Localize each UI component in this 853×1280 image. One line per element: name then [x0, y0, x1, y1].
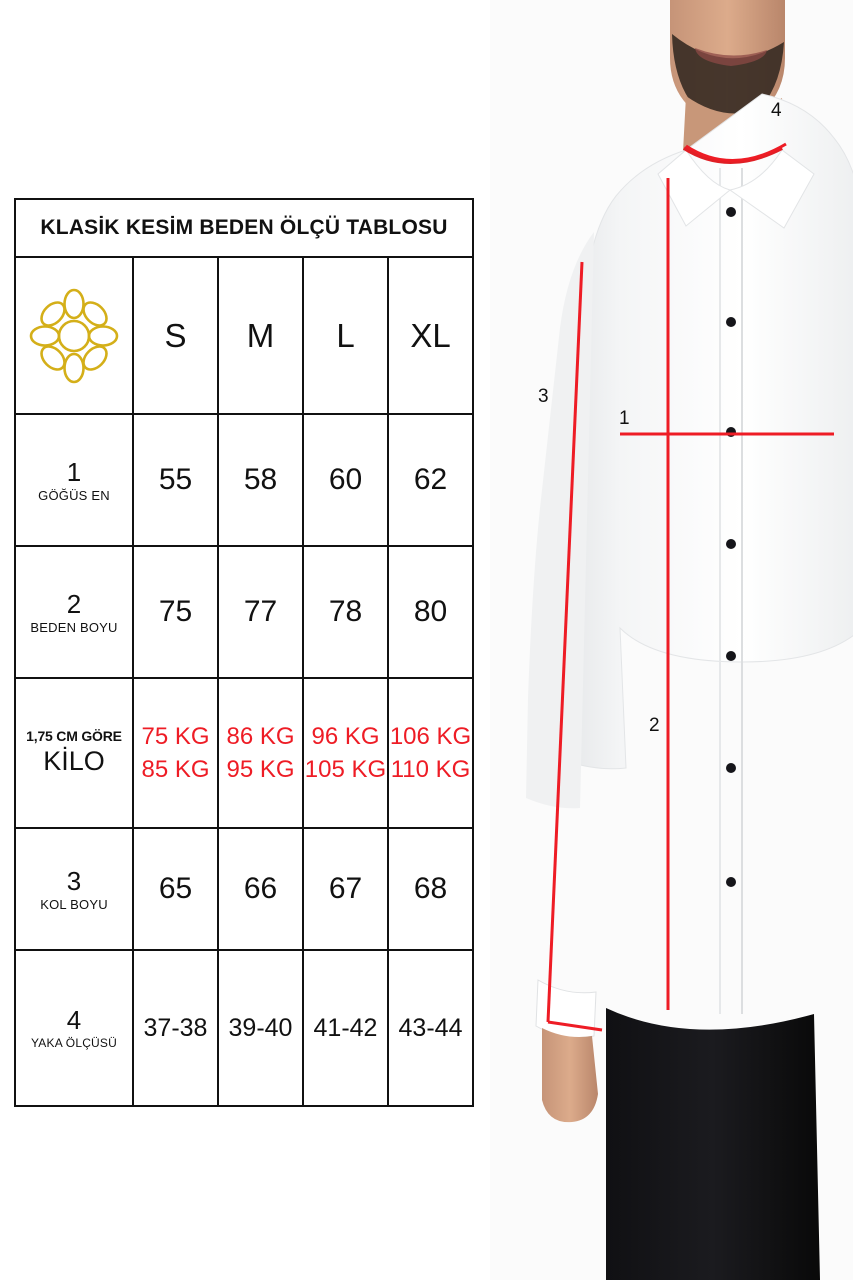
weight-min: 86 KG [226, 723, 295, 750]
marker-2: 2 [649, 715, 660, 736]
row-number: 4 [66, 1004, 82, 1035]
table-row [15, 546, 473, 678]
cell-collar-s: 37-38 [133, 950, 218, 1106]
weight-min: 75 KG [141, 723, 210, 750]
row-label-weight [15, 678, 133, 828]
row-label: KOL BOYU [40, 896, 108, 912]
cell-bodylen-m: 77 [218, 546, 303, 678]
row-number: 2 [66, 588, 82, 619]
row-label-sleeve-length [15, 828, 133, 950]
cell-chest-l: 60 [303, 414, 388, 546]
flower-logo-icon [16, 284, 132, 388]
weight-height-note: 1,75 CM GÖRE [26, 728, 122, 744]
cell-collar-xl: 43-44 [388, 950, 473, 1106]
cell-weight-l [303, 678, 388, 828]
page-title: KLASİK KESİM BEDEN ÖLÇÜ TABLOSU [15, 199, 473, 257]
weight-min: 106 KG [389, 723, 472, 750]
row-label-collar-size [15, 950, 133, 1106]
row-label-chest-width [15, 414, 133, 546]
cell-chest-xl: 62 [388, 414, 473, 546]
weight-max: 105 KG [304, 756, 387, 783]
cell-weight-xl [388, 678, 473, 828]
table-header-row [15, 257, 473, 414]
cell-bodylen-xl: 80 [388, 546, 473, 678]
row-number: 1 [66, 456, 82, 487]
row-label: BEDEN BOYU [30, 619, 118, 635]
row-label-body-length [15, 546, 133, 678]
weight-max: 95 KG [226, 756, 295, 783]
cell-weight-s [133, 678, 218, 828]
table-row [15, 678, 473, 828]
model-photo [490, 0, 853, 1280]
row-label: KİLO [43, 746, 105, 776]
size-header-s: S [133, 257, 218, 414]
row-label: YAKA ÖLÇÜSÜ [30, 1035, 117, 1050]
size-table-panel [14, 198, 472, 1107]
weight-max: 110 KG [390, 756, 471, 783]
table-title-row [15, 199, 473, 257]
cell-weight-m [218, 678, 303, 828]
row-label: GÖĞÜS EN [38, 487, 110, 503]
row-number: 3 [66, 865, 82, 896]
marker-1: 1 [619, 408, 630, 429]
shirt-illustration [490, 0, 853, 1280]
weight-max: 85 KG [141, 756, 210, 783]
weight-min: 96 KG [311, 723, 380, 750]
cell-bodylen-l: 78 [303, 546, 388, 678]
table-row [15, 950, 473, 1106]
cell-bodylen-s: 75 [133, 546, 218, 678]
cell-sleeve-s: 65 [133, 828, 218, 950]
cell-sleeve-m: 66 [218, 828, 303, 950]
cell-chest-s: 55 [133, 414, 218, 546]
table-row [15, 414, 473, 546]
marker-4: 4 [771, 100, 782, 121]
cell-collar-l: 41-42 [303, 950, 388, 1106]
cell-sleeve-xl: 68 [388, 828, 473, 950]
size-header-l: L [303, 257, 388, 414]
cell-collar-m: 39-40 [218, 950, 303, 1106]
table-row [15, 828, 473, 950]
size-table [14, 198, 474, 1107]
size-header-xl: XL [388, 257, 473, 414]
size-header-m: M [218, 257, 303, 414]
cell-chest-m: 58 [218, 414, 303, 546]
cell-sleeve-l: 67 [303, 828, 388, 950]
brand-logo-cell [15, 257, 133, 414]
marker-3: 3 [538, 386, 549, 407]
